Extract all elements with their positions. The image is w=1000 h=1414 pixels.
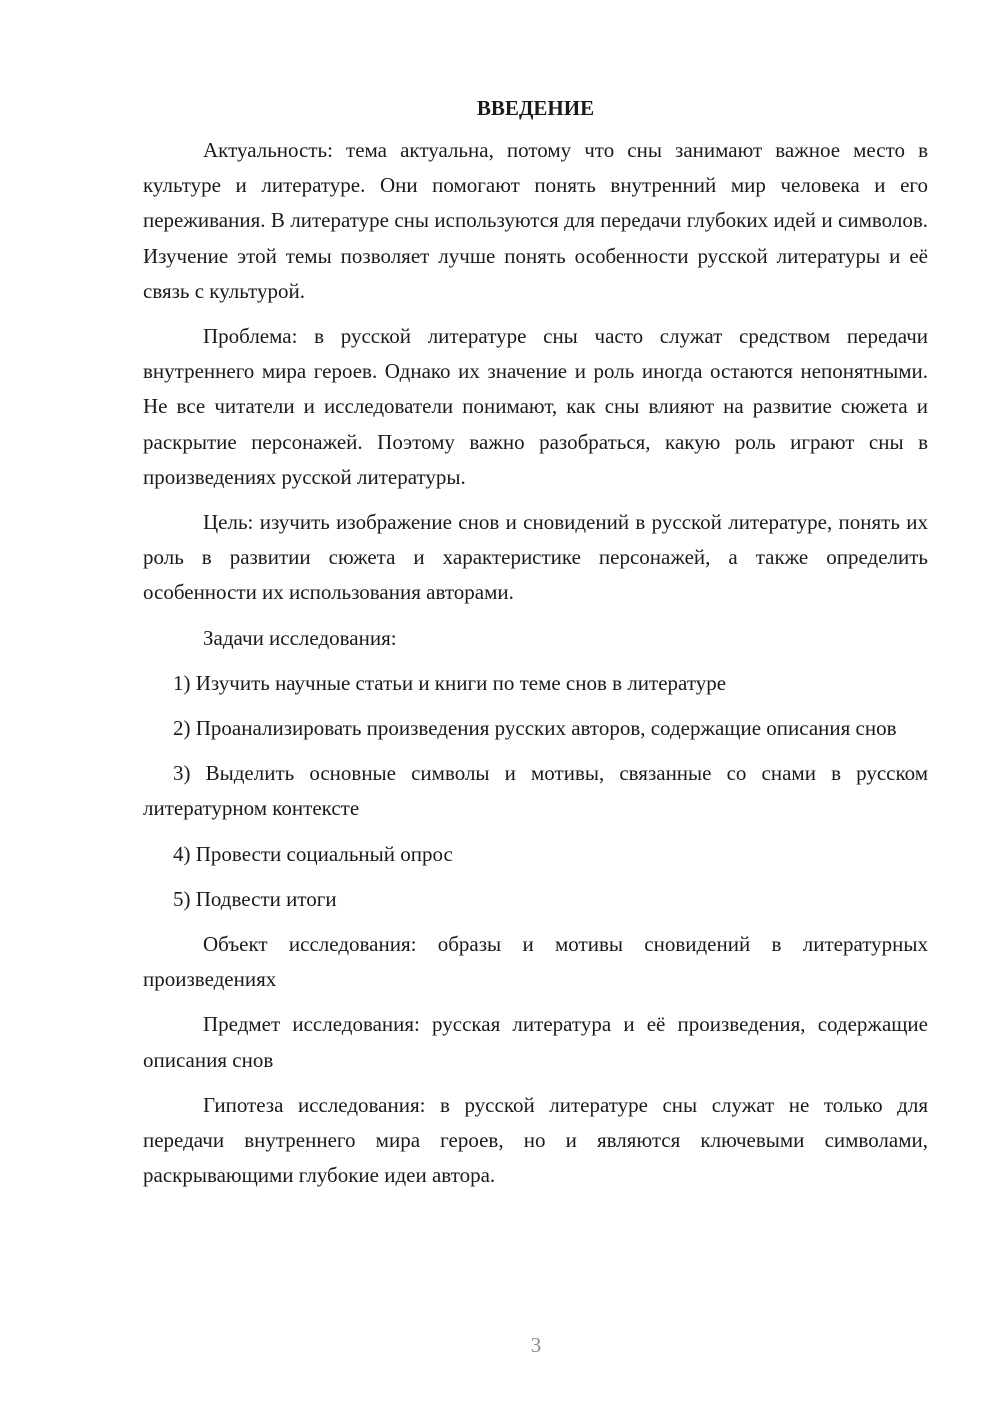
task-item-5: 5) Подвести итоги <box>173 886 337 911</box>
problem-paragraph: Проблема: в русской литературе сны часто служат средством передачи внутреннего мира героев. Однако их значение и роль иногда остаются непонятными. Не все читатели и исследователи понимают, как сны влияют на развитие сюжета и раскрытие персонажей. Поэтому важно разобраться, какую роль играют сны в произведениях русской литературы. <box>143 324 928 489</box>
task-item-3: 3) Выделить основные символы и мотивы, связанные со снами в русском литературном контексте <box>143 761 928 821</box>
tasks-heading: Задачи исследования: <box>203 625 397 650</box>
page-number: 3 <box>530 1333 542 1357</box>
subject-paragraph: Предмет исследования: русская литература и её произведения, содержащие описания снов <box>143 1012 928 1072</box>
task-item-2: 2) Проанализировать произведения русских авторов, содержащие описания снов <box>173 716 897 741</box>
task-item-4: 4) Провести социальный опрос <box>173 841 453 866</box>
task-item-1: 1) Изучить научные статьи и книги по теме снов в литературе <box>173 670 727 695</box>
object-paragraph: Объект исследования: образы и мотивы сновидений в литературных произведениях <box>143 932 928 992</box>
document-page <box>143 92 928 1203</box>
relevance-paragraph: Актуальность: тема актуальна, потому что сны занимают важное место в культуре и литературе. Они помогают понять внутренний мир человека и его переживания. В литературе сны используются для передачи глубоких идей и символов. Изучение этой темы позволяет лучше понять особенности русской литературы и её связь с культурой. <box>143 138 928 303</box>
goal-paragraph: Цель: изучить изображение снов и сновидений в русской литературе, понять их роль в развитии сюжета и характеристике персонажей, а также определить особенности их использования авторами. <box>143 510 928 605</box>
section-title: ВВЕДЕНИЕ <box>476 96 595 120</box>
hypothesis-paragraph: Гипотеза исследования: в русской литературе сны служат не только для передачи внутреннего мира героев, но и являются ключевыми символами, раскрывающими глубокие идеи автора. <box>143 1092 928 1188</box>
